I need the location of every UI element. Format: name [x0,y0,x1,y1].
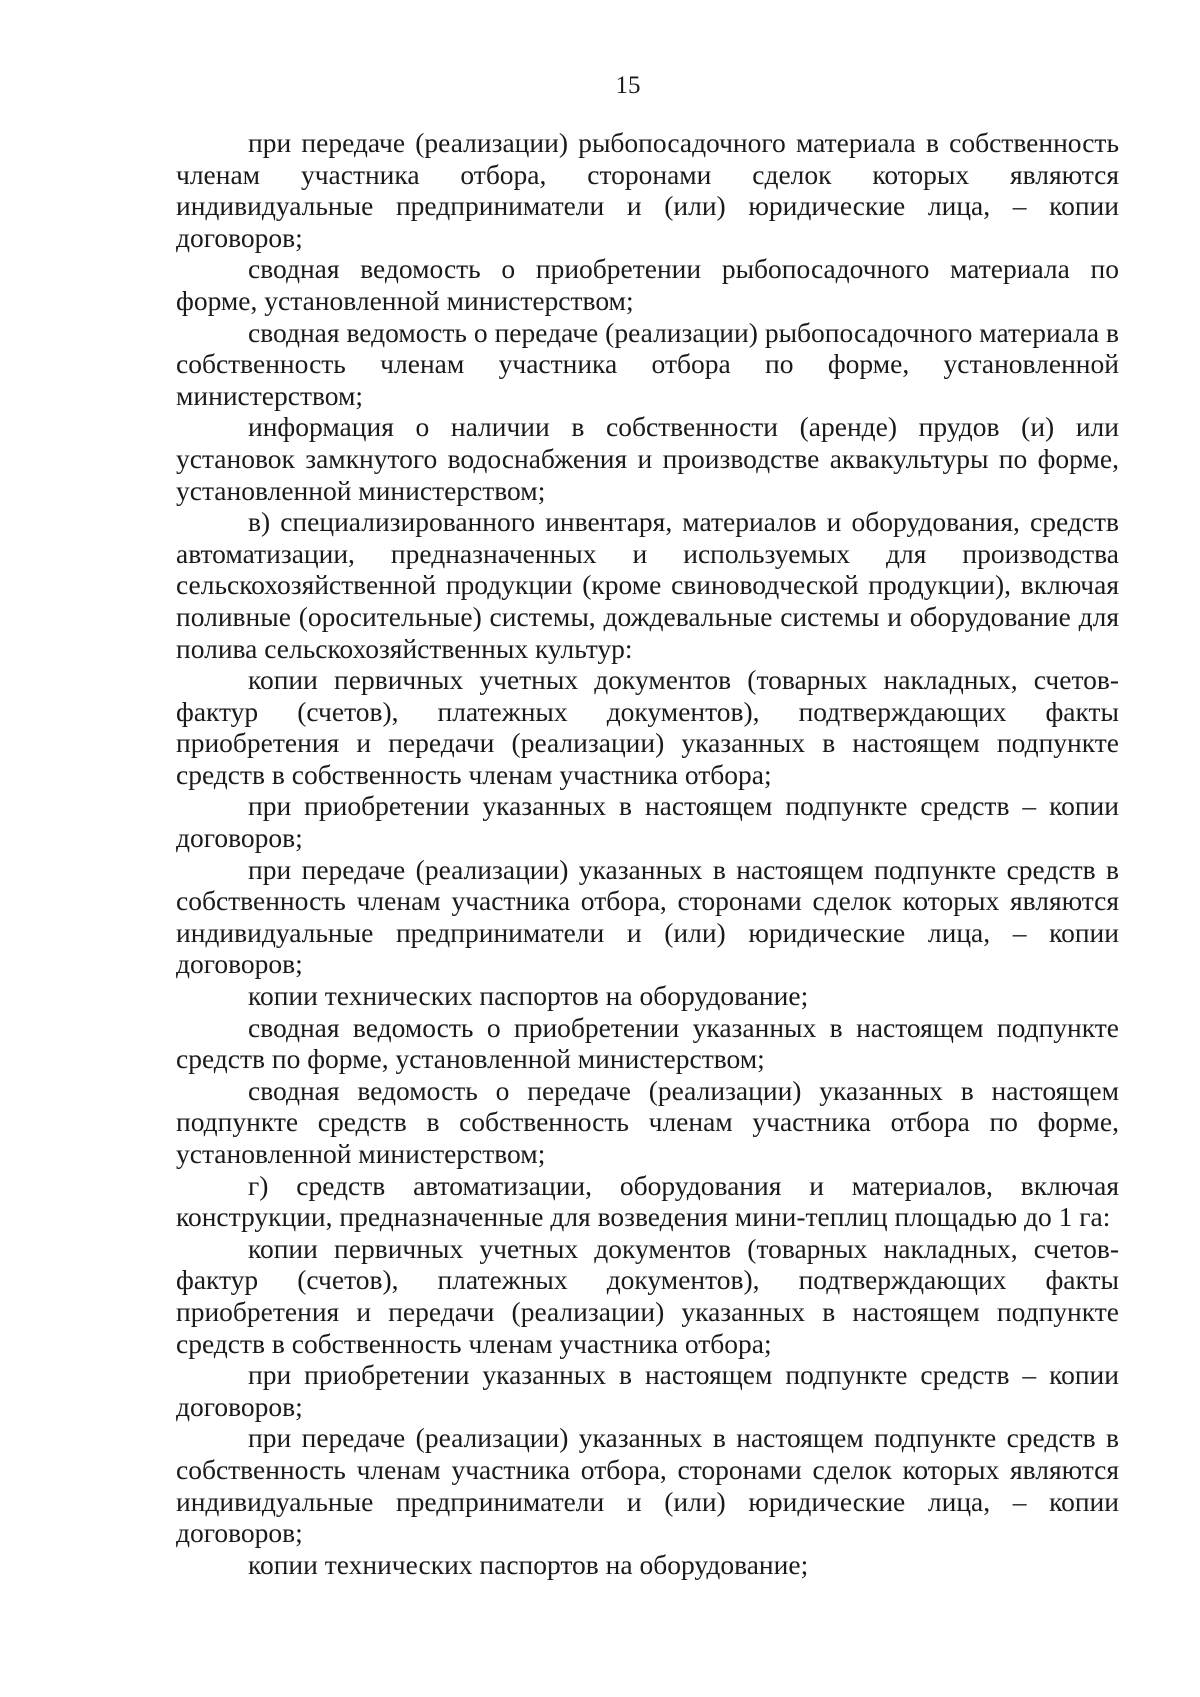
paragraph: при передаче (реализации) указанных в настоящем подпункте средств в собственность членам участника отбора, сторонами сделок которых являются индивидуальные предприниматели и (или) юридические лица, – копии договоров; [176,1422,1119,1549]
paragraph: сводная ведомость о передаче (реализации) рыбопосадочного материала в собственность членам участника отбора по форме, установленной министерством; [176,316,1119,411]
document-body [176,127,1119,1580]
paragraph: при передаче (реализации) указанных в настоящем подпункте средств в собственность членам участника отбора, сторонами сделок которых являются индивидуальные предприниматели и (или) юридические лица, – копии договоров; [176,853,1119,980]
paragraph: копии первичных учетных документов (товарных накладных, счетов-фактур (счетов), платежных документов), подтверждающих факты приобретения и передачи (реализации) указанных в настоящем подпункте средств в собственность членам участника отбора; [176,1232,1119,1359]
paragraph-subitem-v: в) специализированного инвентаря, материалов и оборудования, средств автоматизации, предназначенных и используемых для производства сельскохозяйственной продукции (кроме свиноводческой продукции), включая поливные (оросительные) системы, дождевальные системы и оборудование для полива сельскохозяйственных культур: [176,506,1119,664]
paragraph: при передаче (реализации) рыбопосадочного материала в собственность членам участника отбора, сторонами сделок которых являются индивидуальные предприниматели и (или) юридические лица, – копии договоров; [176,127,1119,253]
paragraph: копии первичных учетных документов (товарных накладных, счетов-фактур (счетов), платежных документов), подтверждающих факты приобретения и передачи (реализации) указанных в настоящем подпункте средств в собственность членам участника отбора; [176,664,1119,790]
paragraph: при приобретении указанных в настоящем подпункте средств – копии договоров; [176,790,1119,854]
paragraph: информация о наличии в собственности (аренде) прудов (и) или установок замкнутого водоснабжения и производстве аквакультуры по форме, установленной министерством; [176,411,1119,506]
paragraph: при приобретении указанных в настоящем подпункте средств – копии договоров; [176,1359,1119,1422]
page-number: 15 [615,72,641,99]
paragraph: копии технических паспортов на оборудование; [248,1548,809,1580]
paragraph-subitem-g: г) средств автоматизации, оборудования и материалов, включая конструкции, предназначенные для возведения мини-теплиц площадью до 1 га: [176,1169,1119,1233]
paragraph: сводная ведомость о передаче (реализации) указанных в настоящем подпункте средств в собственность членам участника отбора по форме, установленной министерством; [176,1074,1119,1169]
paragraph: копии технических паспортов на оборудование; [248,980,809,1012]
paragraph: сводная ведомость о приобретении рыбопосадочного материала по форме, установленной министерством; [176,253,1119,316]
paragraph: сводная ведомость о приобретении указанных в настоящем подпункте средств по форме, установленной министерством; [176,1011,1119,1075]
